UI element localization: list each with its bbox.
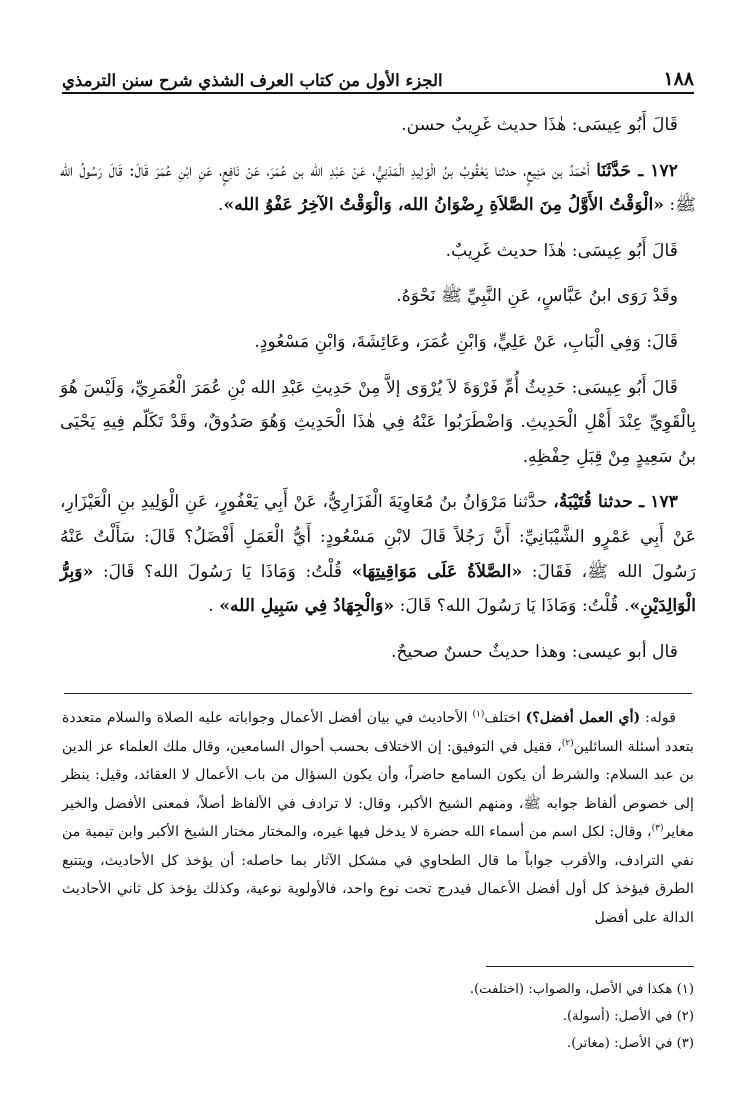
commentary-text: ، فقيل في التوفيق: إن الاختلاف بحسب أحوال السامعين، وقال ملك العلماء عز الدين بن عبد السلام: والشرط أن يكون السامع حاضراً، وأن يكون السؤال من باب الأعمال لا العقائد، وقيل: ينظر إلى خصوص ألفاظ جوابه ﷺ، ومنهم الشيخ الأكبر، وقال: لا ترادف في الألفاظ أصلاً، فمعنى الأفضل والخير مغاير [62, 738, 694, 840]
punctuation: . [217, 195, 224, 216]
punctuation: . [208, 596, 220, 617]
section-divider [64, 693, 692, 694]
footnote-divider [486, 966, 694, 967]
footnote-ref-3[interactable]: (٣) [651, 823, 664, 834]
hadith-number: ١٧٢ ـ حَدَّثَنَا [596, 160, 678, 181]
footnote-2: (٢) في الأصل: (أسولة). [562, 1009, 694, 1024]
commentary-text: الأحاديث في بيان أفضل الأعمال وجواباته عليه الصلاة والسلام متعددة بتعدد أسئلة السائلين [62, 710, 694, 755]
grading-paragraph-4: قال أبو عيسى: وهذا حديثٌ حسنٌ صحيحٌ. [391, 641, 678, 662]
hadith-172 [60, 154, 696, 223]
hadith-173 [60, 485, 696, 623]
footnote-3: (٣) في الأصل: (مغاتر). [567, 1036, 694, 1051]
hadith-number: ١٧٣ ـ حدثنا قُتَيْبَةُ، [553, 492, 678, 513]
hadith-quote: «الصَّلاَةُ عَلَى مَوَاقِيتِهَا» [351, 561, 523, 582]
footnote-ref-2[interactable]: (٢) [561, 737, 574, 748]
isnad-text: حدَّثنا مَرْوَانُ بنُ مُعَاوِيَةَ الْفَزَارِيُّ، عَنْ أَبِي يَعْفُورٍ، عَنِ الْوَلِيدِ بنِ الْعَيْزَارِ، عَنْ أَبِي عَمْرٍو الشَّيْبَانِيِّ: أَنَّ رَجُلاً قَالَ لابْنِ مَسْعُودٍ: أَيُّ الْعَمَلِ أَفْضَلُ؟ قَالَ: سَأَلْتُ عَنْهُ رَسُولَ الله ﷺ، فَقَالَ: [60, 492, 696, 582]
footnote-1: (١) هكذا في الأصل، والصواب: (اختلفت). [469, 982, 694, 997]
hadith-text [60, 108, 696, 680]
commentary-paragraph [62, 704, 694, 932]
narration-note: وقَدْ رَوَى ابنُ عَبَّاسٍ، عَنِ النَّبِيِّ ﷺ نَحْوَهُ. [396, 286, 678, 307]
page-header [62, 58, 694, 94]
dialogue-text: . قُلْتُ: وَمَاذَا يَا رَسُولَ الله؟ قَالَ: [394, 596, 630, 617]
hadith-quote: «وَبِرُّ الْوَالِدَيْنِ» [60, 561, 696, 617]
footnotes [200, 976, 694, 1057]
grading-paragraph-1: قَالَ أَبُو عِيسَى: هٰذَا حديث غَرِيبٌ حسن. [401, 115, 678, 135]
dialogue-text: قُلْتُ: وَمَاذَا يَا رَسُولَ الله؟ قَالَ: [93, 561, 352, 582]
grading-paragraph-3: قَالَ أَبُو عِيسَى: حَدِيثُ أُمِّ فَرْوَةَ لاَ يُرْوَى إلاَّ مِنْ حَدِيثِ عَبْدِ الله بْنِ عُمَرَ الْعُمَرِيِّ، وَلَيْسَ هُوَ بِالْقَوِيِّ عِنْدَ أَهْلِ الْحَدِيثِ. وَاضْطَرَبُوا عَنْهُ فِي هٰذَا الْحَدِيثِ وَهُوَ صَدُوقٌ، وقَدْ تَكَلّم فِيهِ يَحْيَى بنُ سَعِيدٍ مِنْ قِبَلِ حِفْظِهِ. [60, 377, 696, 467]
hadith-quote: «وَالْجِهَادُ فِي سَبِيلِ الله» [219, 596, 395, 617]
page-number: ١٨٨ [663, 68, 694, 90]
grading-paragraph-2: قَالَ أَبُو عِيسَى: هٰذَا حديث غَرِيبٌ. [445, 240, 678, 261]
commentary-block [62, 704, 694, 932]
running-title: الجزء الأول من كتاب العرف الشذي شرح سنن الترمذي [62, 71, 443, 90]
footnote-ref-1[interactable]: (١) [472, 709, 485, 720]
commentary-phrase: (أي العمل أفضل؟) [525, 710, 641, 726]
chapter-references: قَالَ: وَفِي الْبَابِ، عَنْ عَلِيٍّ، وَابْنِ عُمَرَ، وعَائِشَةَ، وَابْنِ مَسْعُودٍ. [254, 331, 678, 352]
commentary-intro: قوله: [640, 710, 676, 726]
hadith-quote: «الْوَقْتُ الأَوَّلُ مِنَ الصَّلاَةِ رِضْوَانُ الله، وَالْوَقْتُ الآخِرُ عَفْوُ الله» [223, 195, 664, 216]
isnad-text: أَحْمَدُ بن مَنِيعٍ، حدثنا يَعْقُوبُ بنُ الْوَلِيدِ الْمَدَنِيُّ، عَنْ عَبْدِ الله بن عُمَرَ، عَنْ نَافِعٍ، عَنِ ابْنِ عُمَرَ قَالَ: قَالَ رَسُولُ الله ﷺ: [60, 160, 696, 216]
commentary-text: اختلف [484, 710, 526, 726]
commentary-text: ، وقال: لكل اسم من أسماء الله حضرة لا يدخل فيها غيره، والمختار مختار الشيخ الأكبر وابن تيمية من نفي الترادف، والأقرب جواباً ما قال الطحاوي في مشكل الآثار بما حاصله: أن يؤخذ كل الأحاديث، ويتتبع الطرق فيؤخذ كل أول أفضل الأعمال فيدرج تحت نوع واحد، فالأولوية نوعية، وكذلك يؤخذ كل ثاني الأحاديث الدالة على أفضل [62, 824, 694, 926]
